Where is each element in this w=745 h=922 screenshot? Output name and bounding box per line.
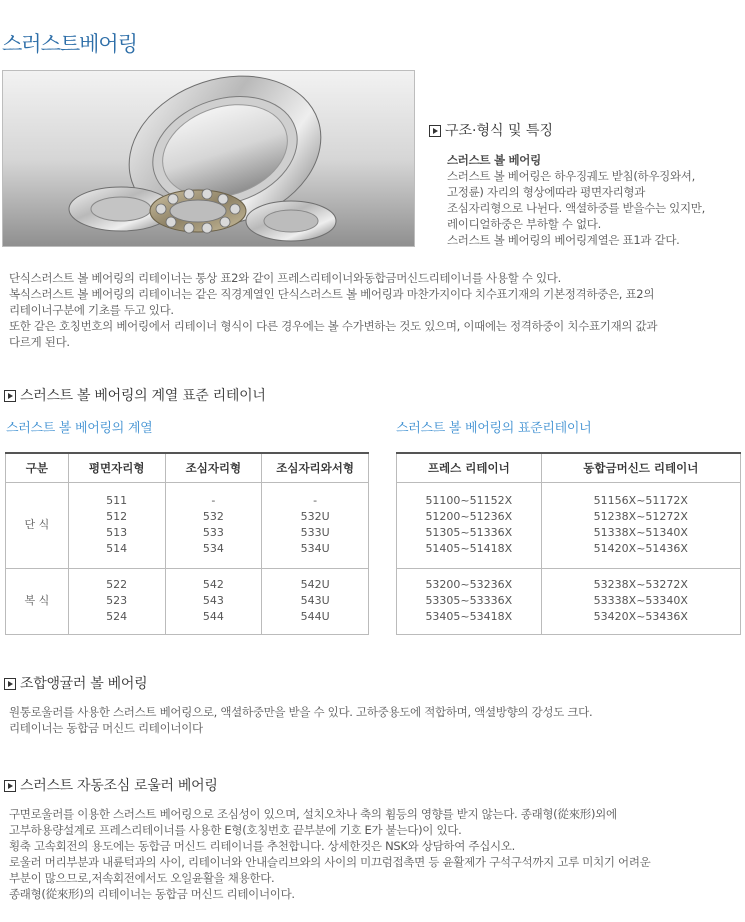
- intro-line: 또한 같은 호칭번호의 베어링에서 리테이너 형식이 다른 경우에는 볼 수가변하는 것도 있으며, 이때에는 정격하중이 치수표기재의 값과: [9, 319, 658, 333]
- angular-section-heading: [4, 675, 147, 693]
- cell-value: 524: [106, 610, 128, 623]
- cell-value: 53338X~53340X: [593, 594, 688, 607]
- series-table: [5, 452, 369, 635]
- standard-retainer-table: [396, 452, 741, 635]
- cell-value: 542U: [300, 578, 330, 591]
- group-label: 단 식: [6, 482, 69, 568]
- cell-value: 534U: [300, 542, 330, 555]
- intro-line: 다르게 된다.: [9, 335, 70, 349]
- angular-section-heading-text: 조합앵귤러 볼 베어링: [20, 676, 148, 692]
- table-cell: [541, 482, 740, 568]
- cell-value: 53238X~53272X: [593, 578, 688, 591]
- page-title: 스러스트베어링: [2, 32, 138, 56]
- cell-value: -: [313, 494, 318, 507]
- table-cell: [262, 568, 369, 634]
- paragraph-line: 원통로울러를 사용한 스러스트 베어링으로, 액셜하중만을 받을 수 있다. 고하중용도에 적합하며, 액셜방향의 강성도 크다.: [9, 705, 593, 719]
- retainer-section-heading-text: 스러스트 볼 베어링의 계열 표준 리테이너: [20, 388, 266, 404]
- cell-value: 544U: [300, 610, 330, 623]
- paragraph-line: 고부하용량설계로 프레스리테이너를 사용한 E형(호칭번호 끝부분에 기호 E가 붙는다)이 있다.: [9, 823, 462, 837]
- group-label: 복 식: [6, 568, 69, 634]
- cell-value: 53405~53418X: [425, 610, 513, 623]
- cell-value: 523: [106, 594, 128, 607]
- cell-value: 51405~51418X: [425, 542, 513, 555]
- cell-value: 532U: [300, 510, 330, 523]
- column-header: 프레스 리테이너: [397, 453, 542, 482]
- cell-value: 51238X~51272X: [593, 510, 688, 523]
- column-header: 평면자리형: [68, 453, 165, 482]
- table-cell: [262, 482, 369, 568]
- table-row: [6, 482, 369, 568]
- column-header: 동합금머신드 리테이너: [541, 453, 740, 482]
- bearing-illustration: [3, 71, 415, 247]
- cell-value: 51338X~51340X: [593, 526, 688, 539]
- column-header: 구분: [6, 453, 69, 482]
- series-table-title: 스러스트 볼 베어링의 계열: [6, 421, 153, 436]
- table-row: [397, 568, 741, 634]
- cell-value: 51420X~51436X: [593, 542, 688, 555]
- table-cell: [68, 568, 165, 634]
- paragraph-line: 로울러 머리부분과 내륜턱과의 사이, 리테이너와 안내슬리브와의 사이의 미끄럼접촉면 등 윤활제가 구석구석까지 고루 미치기 어려운: [9, 855, 651, 869]
- roller-section-heading: [4, 777, 218, 795]
- cell-value: 53305~53336X: [425, 594, 513, 607]
- feature-line: 스러스트 볼 베어링의 베어링계열은 표1과 같다.: [447, 233, 680, 247]
- feature-heading: [429, 122, 553, 140]
- arrow-bullet-icon: [4, 780, 16, 792]
- cell-value: 512: [106, 510, 128, 523]
- feature-line: 고정륜) 자리의 형상에따라 평면자리형과: [447, 185, 646, 199]
- table-cell: [397, 568, 542, 634]
- paragraph-line: 횡축 고속회전의 용도에는 동합금 머신드 리테이너를 추천합니다. 상세한것은 NSK와 상담하여 주십시오.: [9, 839, 515, 853]
- table-cell: [68, 482, 165, 568]
- cell-value: 53420X~53436X: [593, 610, 688, 623]
- table-cell: [165, 568, 262, 634]
- intro-line: 리테이너구분에 기초를 두고 있다.: [9, 303, 174, 317]
- feature-subtitle: 스러스트 볼 베어링: [447, 153, 541, 167]
- angular-section-body: [9, 704, 739, 736]
- paragraph-line: 부분이 많으므로,저속회전에서도 오일윤활을 채용한다.: [9, 871, 275, 885]
- cell-value: 51100~51152X: [425, 494, 513, 507]
- table-header-row: [6, 453, 369, 482]
- table-cell: [541, 568, 740, 634]
- arrow-bullet-icon: [429, 125, 441, 137]
- table-row: [6, 568, 369, 634]
- roller-section-heading-text: 스러스트 자동조심 로울러 베어링: [20, 778, 218, 794]
- intro-paragraph: [9, 270, 743, 350]
- arrow-bullet-icon: [4, 390, 16, 402]
- cell-value: 533: [202, 526, 224, 539]
- thrust-bearing-photo: [2, 70, 415, 247]
- table-header-row: [397, 453, 741, 482]
- cell-value: 533U: [300, 526, 330, 539]
- retainer-section-heading: [4, 387, 266, 405]
- cell-value: 514: [106, 542, 128, 555]
- cell-value: 522: [106, 578, 128, 591]
- cell-value: 51156X~51172X: [593, 494, 688, 507]
- cell-value: 534: [202, 542, 224, 555]
- cell-value: 511: [106, 494, 128, 507]
- cell-value: 513: [106, 526, 128, 539]
- arrow-bullet-icon: [4, 678, 16, 690]
- cell-value: 543U: [300, 594, 330, 607]
- paragraph-line: 구면로울러를 이용한 스러스트 베어링으로 조심성이 있으며, 설치오차나 축의 휨등의 영향를 받지 않는다. 종래형(從來形)외에: [9, 807, 617, 821]
- cell-value: -: [211, 494, 216, 507]
- paragraph-line: 종래형(從來形)의 리테이너는 동합금 머신드 리테이너이다.: [9, 887, 295, 901]
- column-header: 조심자리와서형: [262, 453, 369, 482]
- cell-value: 542: [202, 578, 224, 591]
- standard-table-title: 스러스트 볼 베어링의 표준리테이너: [396, 421, 592, 436]
- cell-value: 543: [202, 594, 224, 607]
- cell-value: 53200~53236X: [425, 578, 513, 591]
- table-cell: [165, 482, 262, 568]
- feature-description: [447, 152, 745, 248]
- table-cell: [397, 482, 542, 568]
- cell-value: 532: [202, 510, 224, 523]
- intro-line: 복식스러스트 볼 베어링의 리테이너는 같은 직경계열인 단식스러스트 볼 베어링과 마찬가지이다 치수표기재의 기본정격하중은, 표2의: [9, 287, 655, 301]
- feature-line: 스러스트 볼 베어링은 하우징궤도 받침(하우징와셔,: [447, 169, 695, 183]
- feature-line: 조심자리형으로 나뉜다. 액셜하중를 받을수는 있지만,: [447, 201, 705, 215]
- cell-value: 544: [202, 610, 224, 623]
- column-header: 조심자리형: [165, 453, 262, 482]
- cell-value: 51305~51336X: [425, 526, 513, 539]
- table-row: [397, 482, 741, 568]
- cell-value: 51200~51236X: [425, 510, 513, 523]
- feature-heading-text: 구조·형식 및 특징: [445, 123, 554, 139]
- roller-section-body: [9, 806, 739, 902]
- intro-line: 단식스러스트 볼 베어링의 리테이너는 통상 표2와 같이 프레스리테이너와동합금머신드리테이너를 사용할 수 있다.: [9, 271, 561, 285]
- paragraph-line: 리테이너는 동합금 머신드 리테이너이다: [9, 721, 203, 735]
- feature-line: 레이디얼하중은 부하할 수 없다.: [447, 217, 601, 231]
